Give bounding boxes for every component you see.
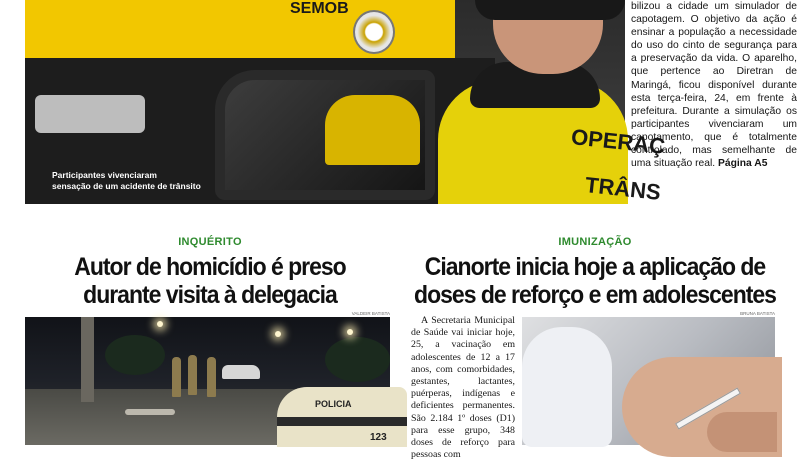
page-reference[interactable]: Página A5 xyxy=(718,158,768,170)
vaccination-story-text: A Secretaria Municipal de Saúde vai iniciar hoje, 25, a vacinação em adolescentes de 12 a 17 anos, com comorbidades, gestantes, lactantes, puérperas, indígenas e deficientes permanentes. São 2.184 1º doses (D1) para esse grupo, 348 doses de reforço para pessoas com xyxy=(411,315,515,461)
police-officer xyxy=(207,357,216,397)
headline-line1: Autor de homicídio é preso xyxy=(74,253,346,281)
headline-line1: Cianorte inicia hoje a aplicação de xyxy=(424,253,766,281)
police-officer xyxy=(188,355,197,395)
photo-caption xyxy=(52,170,252,192)
homicide-story-photo xyxy=(25,317,390,445)
light-pole xyxy=(81,317,94,402)
top-story-text: bilizou a cidade um simulador de capotagem. O objetivo da ação é ensinar a população a necessidade do uso do cinto de segurança para a preservação da vida. O aparelho, que pertence ao Diretran de Maringá, ficou disponível durante esta terça-feira, 24, em frente à prefeitura. Durante a simulação os participantes vivenciaram um capotamento, que é totalmente controlado, mas semelhante de uma situação real. xyxy=(631,1,797,170)
vest-text-line1: OPERAÇ xyxy=(570,124,667,159)
headline-vaccination[interactable] xyxy=(411,253,779,309)
section-kicker-inquerito: INQUÉRITO xyxy=(178,236,242,248)
passenger xyxy=(325,95,420,165)
top-story-photo xyxy=(25,0,667,205)
photo-credit: VALDEIR BATISTA xyxy=(351,311,390,316)
headline-line2: doses de reforço e em adolescentes xyxy=(414,281,776,309)
tree xyxy=(105,335,165,375)
officer-cap xyxy=(475,0,625,20)
health-worker-glove xyxy=(522,327,612,447)
vest-text-line2: TRÂNS xyxy=(583,172,662,205)
police-car-number: 123 xyxy=(370,432,387,443)
vehicle-sticker xyxy=(35,95,145,133)
debris xyxy=(125,409,175,415)
photo-credit: BRUNA BATISTA xyxy=(740,311,775,316)
photo-caption-line2: sensação de um acidente de trânsito xyxy=(52,181,201,191)
tree xyxy=(325,337,390,382)
city-emblem-icon xyxy=(353,10,395,54)
vehicle-number: 001 xyxy=(205,38,237,57)
health-worker-hand xyxy=(707,412,777,452)
police-officer xyxy=(172,357,181,397)
police-car-text: POLICIA xyxy=(315,399,352,409)
headline-line2: durante visita à delegacia xyxy=(83,281,337,309)
street-lamp-icon xyxy=(157,321,163,327)
street-lamp-icon xyxy=(275,331,281,337)
parked-car xyxy=(222,365,260,379)
vaccination-story-photo xyxy=(522,317,775,445)
police-car-band xyxy=(277,417,407,426)
headline-homicide[interactable] xyxy=(31,253,390,309)
vaccination-story-body xyxy=(411,315,515,461)
street-lamp-icon xyxy=(347,329,353,335)
section-kicker-imunizacao: IMUNIZAÇÃO xyxy=(558,236,632,248)
top-story-body xyxy=(631,0,797,208)
vehicle-sign: SEMOB xyxy=(290,0,349,17)
photo-caption-line1: Participantes vivenciaram xyxy=(52,170,157,180)
